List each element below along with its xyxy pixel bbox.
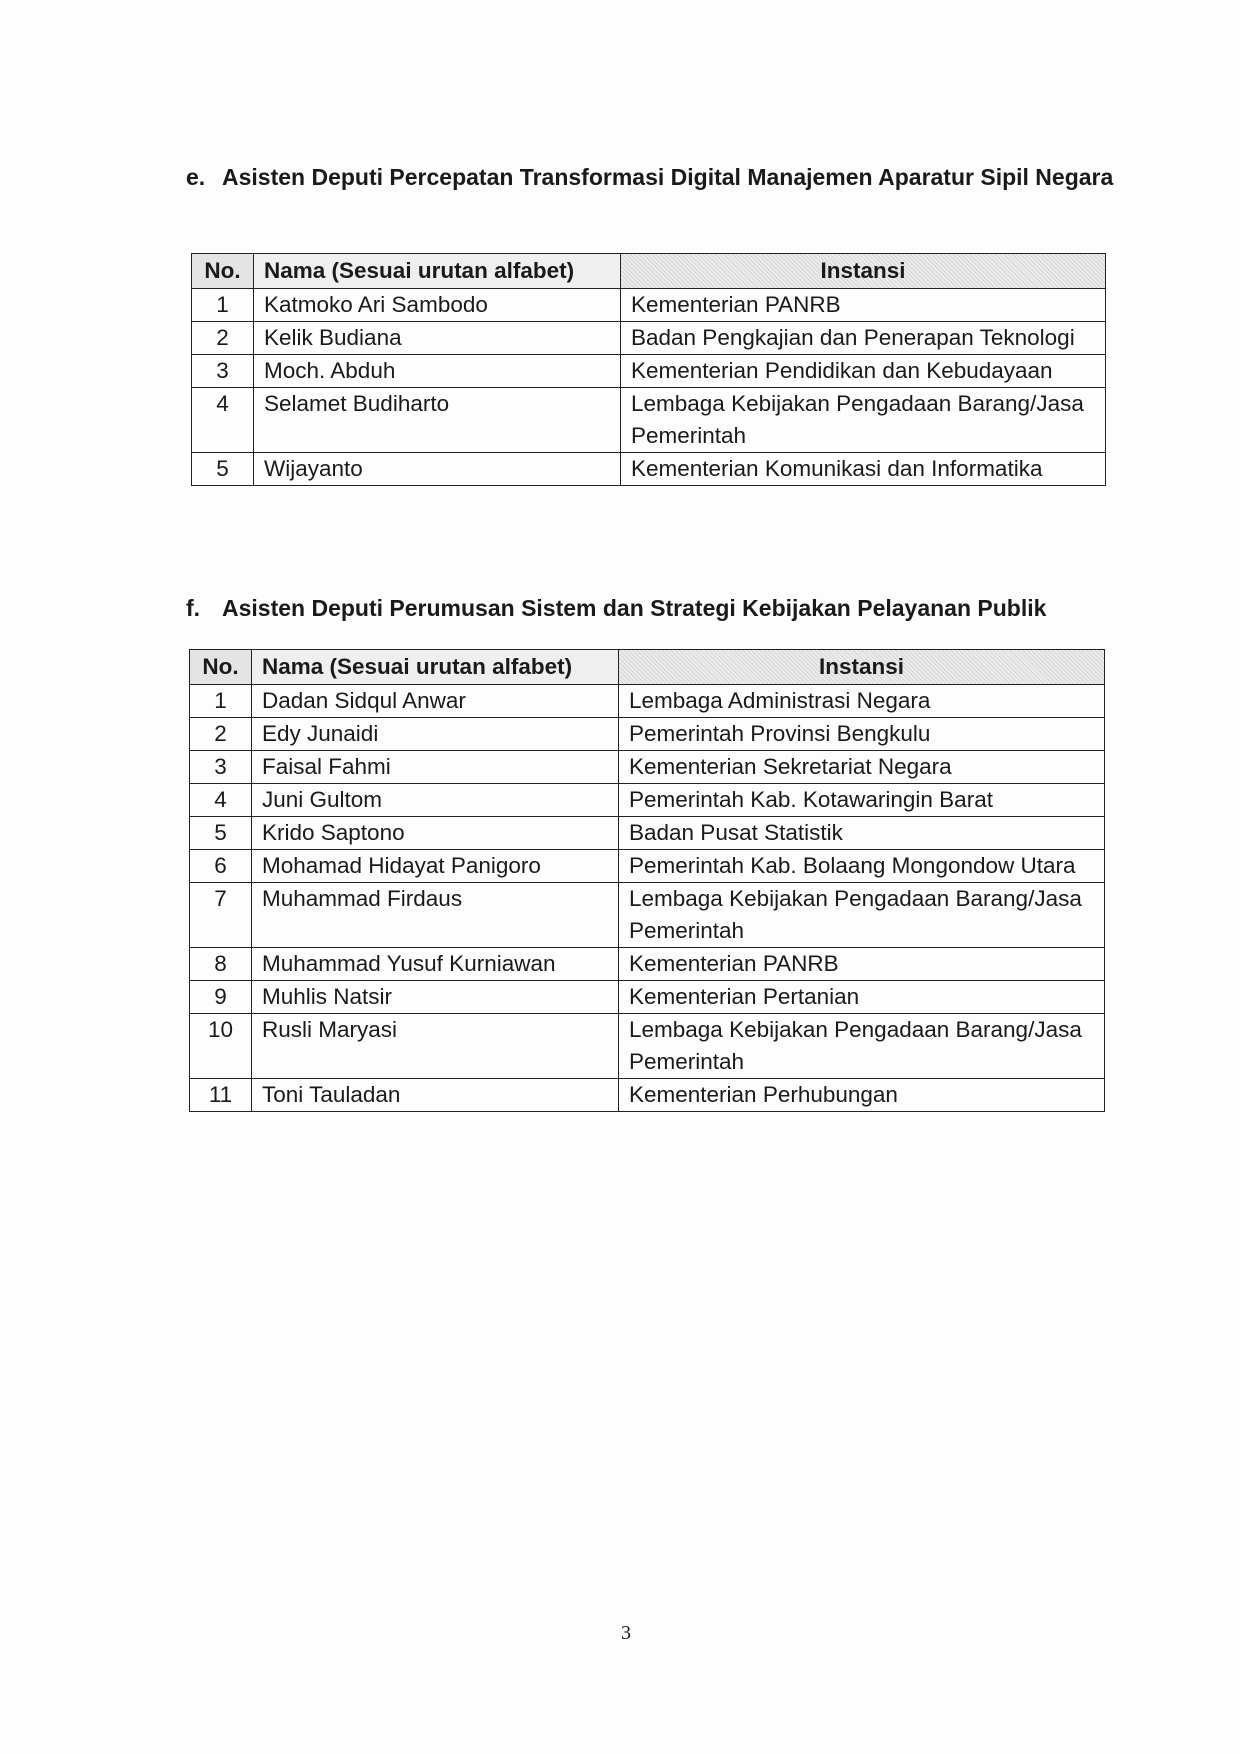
table-row [190,981,1105,1014]
table-row [192,322,1106,355]
cell-name: Muhammad Firdaus [252,883,619,948]
header-name: Nama (Sesuai urutan alfabet) [254,254,621,289]
section-heading-e [186,161,1116,193]
cell-instansi: Lembaga Kebijakan Pengadaan Barang/Jasa Pemerintah [619,883,1105,948]
header-name: Nama (Sesuai urutan alfabet) [252,650,619,685]
cell-no: 1 [192,289,254,322]
section-title: Asisten Deputi Percepatan Transformasi Digital Manajemen Aparatur Sipil Negara [222,164,1114,190]
cell-name: Moch. Abduh [254,355,621,388]
header-instansi: Instansi [619,650,1105,685]
cell-no: 6 [190,850,252,883]
cell-instansi: Lembaga Kebijakan Pengadaan Barang/Jasa Pemerintah [619,1014,1105,1079]
table-row [190,1014,1105,1079]
cell-instansi: Badan Pengkajian dan Penerapan Teknologi [621,322,1106,355]
cell-no: 5 [192,453,254,486]
cell-name: Rusli Maryasi [252,1014,619,1079]
cell-instansi: Lembaga Administrasi Negara [619,685,1105,718]
cell-instansi: Badan Pusat Statistik [619,817,1105,850]
cell-instansi: Kementerian Perhubungan [619,1079,1105,1112]
header-no: No. [190,650,252,685]
cell-instansi: Pemerintah Kab. Kotawaringin Barat [619,784,1105,817]
cell-no: 8 [190,948,252,981]
section-letter: f. [186,595,201,621]
table-row [190,1079,1105,1112]
cell-instansi: Lembaga Kebijakan Pengadaan Barang/Jasa Pemerintah [621,388,1106,453]
table-header-row [192,254,1106,289]
header-no: No. [192,254,254,289]
table-section-e [191,253,1106,486]
table-row [190,948,1105,981]
cell-no: 11 [190,1079,252,1112]
cell-no: 10 [190,1014,252,1079]
table-row [190,685,1105,718]
cell-instansi: Kementerian PANRB [621,289,1106,322]
table-header-row [190,650,1105,685]
cell-instansi: Pemerintah Kab. Bolaang Mongondow Utara [619,850,1105,883]
table-row [192,289,1106,322]
cell-instansi: Kementerian Pendidikan dan Kebudayaan [621,355,1106,388]
table-row [192,355,1106,388]
cell-name: Wijayanto [254,453,621,486]
cell-name: Juni Gultom [252,784,619,817]
table-row [190,883,1105,948]
cell-name: Faisal Fahmi [252,751,619,784]
section-heading-f [186,592,1116,624]
cell-no: 2 [190,718,252,751]
cell-no: 2 [192,322,254,355]
cell-no: 4 [190,784,252,817]
cell-instansi: Kementerian PANRB [619,948,1105,981]
cell-name: Edy Junaidi [252,718,619,751]
page-number: 3 [621,1622,631,1644]
table-row [192,453,1106,486]
cell-instansi: Pemerintah Provinsi Bengkulu [619,718,1105,751]
cell-instansi: Kementerian Pertanian [619,981,1105,1014]
table-row [190,784,1105,817]
header-instansi: Instansi [621,254,1106,289]
cell-name: Kelik Budiana [254,322,621,355]
table-row [190,817,1105,850]
cell-no: 7 [190,883,252,948]
cell-instansi: Kementerian Sekretariat Negara [619,751,1105,784]
cell-instansi: Kementerian Komunikasi dan Informatika [621,453,1106,486]
cell-name: Muhlis Natsir [252,981,619,1014]
cell-name: Toni Tauladan [252,1079,619,1112]
cell-name: Krido Saptono [252,817,619,850]
cell-name: Dadan Sidqul Anwar [252,685,619,718]
cell-no: 9 [190,981,252,1014]
table-row [192,388,1106,453]
table-row [190,718,1105,751]
cell-name: Katmoko Ari Sambodo [254,289,621,322]
cell-no: 4 [192,388,254,453]
cell-no: 1 [190,685,252,718]
cell-name: Selamet Budiharto [254,388,621,453]
cell-name: Mohamad Hidayat Panigoro [252,850,619,883]
cell-no: 3 [190,751,252,784]
table-row [190,850,1105,883]
section-letter: e. [186,164,206,190]
cell-no: 5 [190,817,252,850]
table-row [190,751,1105,784]
cell-no: 3 [192,355,254,388]
section-title: Asisten Deputi Perumusan Sistem dan Strategi Kebijakan Pelayanan Publik [222,595,1047,621]
cell-name: Muhammad Yusuf Kurniawan [252,948,619,981]
table-section-f [189,649,1105,1112]
